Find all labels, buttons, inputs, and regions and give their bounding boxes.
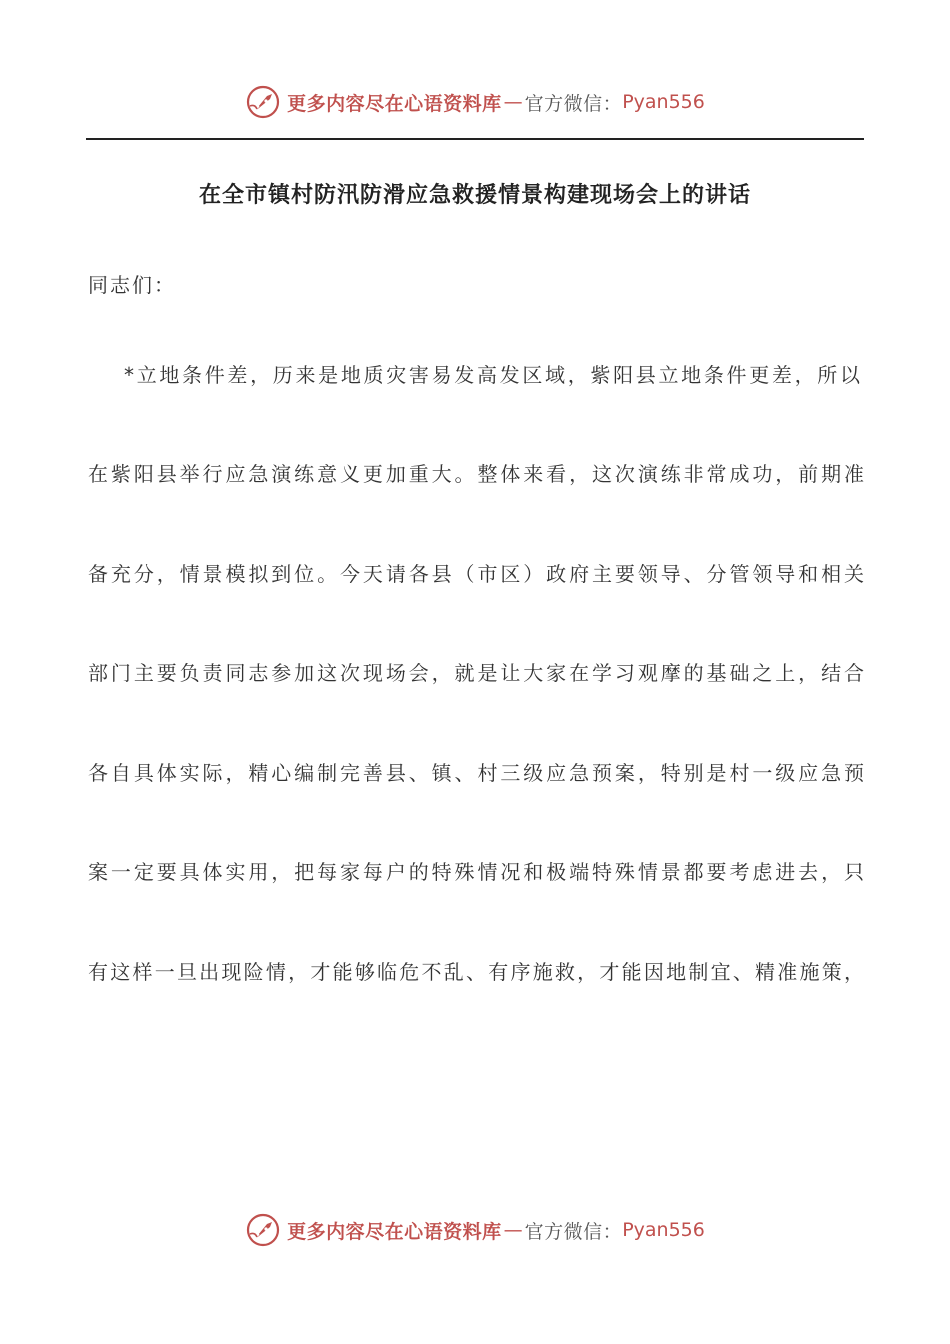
banner-wechat-id: Pyan556 bbox=[622, 1219, 705, 1241]
body-text-line: 有这样一旦出现险情，才能够临危不乱、有序施救，才能因地制宜、精准施策， bbox=[88, 960, 864, 984]
pen-nib-logo-icon bbox=[245, 84, 281, 120]
footer-banner bbox=[0, 1210, 950, 1250]
body-text-line: 各自具体实际，精心编制完善县、镇、村三级应急预案，特别是村一级应急预 bbox=[88, 761, 864, 785]
banner-main-text: 更多内容尽在心语资料库 bbox=[287, 92, 502, 115]
banner-wechat-label: 官方微信： bbox=[524, 92, 623, 115]
body-text-line: 案一定要具体实用，把每家每户的特殊情况和极端特殊情景都要考虑进去，只 bbox=[88, 860, 864, 884]
body-text-line: 部门主要负责同志参加这次现场会，就是让大家在学习观摩的基础之上，结合 bbox=[88, 661, 864, 685]
header-banner bbox=[0, 82, 950, 122]
banner-main-text: 更多内容尽在心语资料库 bbox=[287, 1220, 502, 1243]
document-title: 在全市镇村防汛防滑应急救援情景构建现场会上的讲话 bbox=[198, 183, 751, 208]
footer-banner-content bbox=[245, 1212, 705, 1248]
body-text-line: 备充分，情景模拟到位。今天请各县（市区）政府主要领导、分管领导和相关 bbox=[88, 562, 864, 586]
header-divider bbox=[86, 138, 864, 140]
greeting-line: 同志们： bbox=[88, 273, 176, 297]
pen-nib-logo-icon bbox=[245, 1212, 281, 1248]
body-text-line: *立地条件差，历来是地质灾害易发高发区域，紫阳县立地条件更差，所以 bbox=[124, 363, 860, 387]
header-banner-content bbox=[245, 84, 705, 120]
banner-wechat-label: 官方微信： bbox=[524, 1220, 623, 1243]
body-text-line: 在紫阳县举行应急演练意义更加重大。整体来看，这次演练非常成功，前期准 bbox=[88, 462, 864, 486]
banner-wechat-id: Pyan556 bbox=[622, 91, 705, 113]
banner-dash: — bbox=[503, 91, 523, 113]
banner-dash: — bbox=[503, 1219, 523, 1241]
